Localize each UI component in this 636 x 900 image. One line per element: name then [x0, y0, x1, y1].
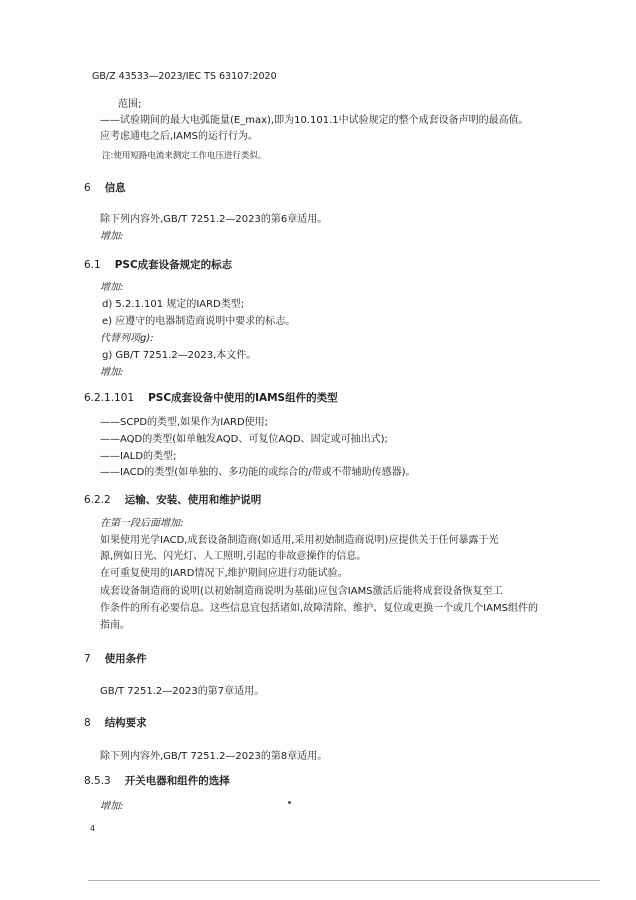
standard-header: GB/Z 43533—2023/IEC TS 63107:2020: [92, 71, 277, 82]
list-item: ——IACD的类型(如单独的、多功能的或综合的/带或不带辅助传感器)。: [100, 467, 416, 478]
text-line: 成套设备制造商的说明(以初始制造商说明为基础)应包含IAMS激活后能将成套设备恢复至工: [100, 586, 503, 597]
section-heading-6: [84, 181, 126, 195]
section-title: 运输、安装、使用和维护说明: [124, 494, 262, 506]
section-title: PSC成套设备中使用的IAMS组件的类型: [148, 392, 338, 404]
text-line: 增加:: [100, 801, 124, 812]
text-line: 范围;: [118, 99, 142, 110]
text-line: 增加:: [100, 282, 124, 293]
section-heading-7: [84, 652, 147, 666]
section-title: 使用条件: [104, 653, 147, 665]
section-number: 8: [84, 717, 91, 729]
section-number: 6.1: [84, 259, 101, 271]
list-item: ——AQD的类型(如单触发AQD、可复位AQD、固定或可抽出式);: [100, 434, 388, 445]
text-line: 指南。: [100, 620, 130, 631]
section-heading-6-1: [84, 258, 232, 272]
section-title: 信息: [104, 182, 126, 194]
page-edge-line: [88, 880, 600, 881]
section-heading-8-5-3: [84, 774, 230, 788]
section-number: 6.2.1.101: [84, 392, 135, 404]
note-line: 注:使用短路电流来测定工作电压进行类似。: [102, 151, 267, 161]
text-line: GB/T 7251.2—2023的第7章适用。: [100, 686, 265, 697]
text-line: 增加:: [100, 231, 124, 242]
list-item: d) 5.2.1.101 规定的IARD类型;: [102, 299, 245, 310]
text-line: 代替列项g):: [100, 333, 154, 344]
text-line: 源,例如日光、闪光灯、人工照明,引起的非故意操作的信息。: [100, 551, 367, 562]
text-line: 除下列内容外,GB/T 7251.2—2023的第8章适用。: [100, 751, 328, 762]
section-number: 6: [84, 182, 91, 194]
section-title: 结构要求: [104, 717, 147, 729]
text-line: 作条件的所有必要信息。这些信息宜包括诸如,故障清除、维护、复位或更换一个或几个IAMS组件的: [100, 603, 538, 614]
list-item: ——IALD的类型;: [100, 451, 177, 462]
section-number: 6.2.2: [84, 494, 111, 506]
section-title: PSC成套设备规定的标志: [114, 259, 233, 271]
section-heading-6-2-1-101: [84, 391, 338, 405]
list-item: g) GB/T 7251.2—2023,本文件。: [102, 350, 257, 361]
text-line: 在第一段后面增加:: [100, 518, 184, 529]
section-title: 开关电器和组件的选择: [124, 775, 230, 787]
text-line: 除下列内容外,GB/T 7251.2—2023的第6章适用。: [100, 214, 328, 225]
list-item: ——SCPD的类型,如果作为IARD使用;: [100, 417, 269, 428]
text-line: 增加:: [100, 367, 124, 378]
section-number: 8.5.3: [84, 775, 111, 787]
list-item: e) 应遵守的电器制造商说明中要求的标志。: [102, 316, 296, 327]
section-heading-8: [84, 716, 147, 730]
text-line: 应考虑通电之后,IAMS的运行行为。: [100, 131, 258, 142]
scan-speck: [288, 801, 291, 804]
page-number: 4: [90, 824, 96, 833]
section-heading-6-2-2: [84, 493, 261, 507]
text-line: 在可重复使用的IARD情况下,维护期间应进行功能试验。: [100, 568, 348, 579]
text-line: ——试验期间的最大电弧能量(E_max),即为10.101.1中试验规定的整个成套设备声明的最高值。: [100, 115, 529, 126]
text-line: 如果使用光学IACD,成套设备制造商(如适用,采用初始制造商说明)应提供关于任何暴露于光: [100, 535, 499, 546]
section-number: 7: [84, 653, 91, 665]
